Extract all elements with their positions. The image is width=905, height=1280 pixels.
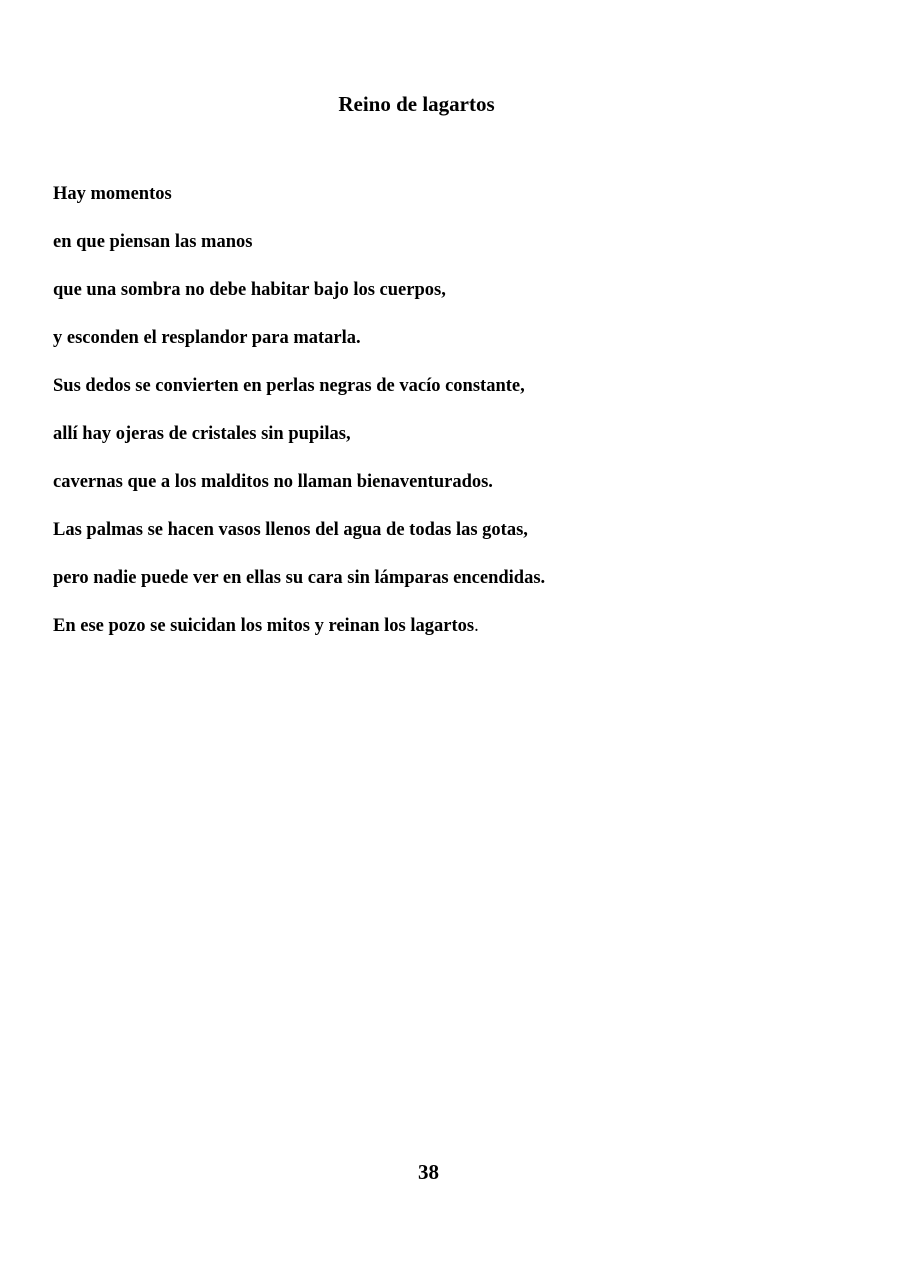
poem-body [53, 180, 853, 660]
poem-line: allí hay ojeras de cristales sin pupilas, [53, 424, 351, 444]
poem-line-last-period: . [474, 616, 479, 636]
poem-line-last [53, 612, 853, 660]
poem-line: y esconden el resplandor para matarla. [53, 328, 361, 348]
poem-line: Sus dedos se convierten en perlas negras de vacío constante, [53, 376, 525, 396]
poem-line: Las palmas se hacen vasos llenos del agua de todas las gotas, [53, 520, 528, 540]
page-number: 38 [418, 1160, 439, 1184]
poem-line: que una sombra no debe habitar bajo los cuerpos, [53, 280, 446, 300]
poem-line: cavernas que a los malditos no llaman bienaventurados. [53, 472, 493, 492]
poem-line: pero nadie puede ver en ellas su cara sin lámparas encendidas. [53, 568, 546, 588]
poem-line-last-text: En ese pozo se suicidan los mitos y reinan los lagartos [53, 616, 475, 636]
poem-line: Hay momentos [53, 184, 172, 204]
poem-line: en que piensan las manos [53, 232, 253, 252]
poem-title: Reino de lagartos [338, 92, 495, 116]
